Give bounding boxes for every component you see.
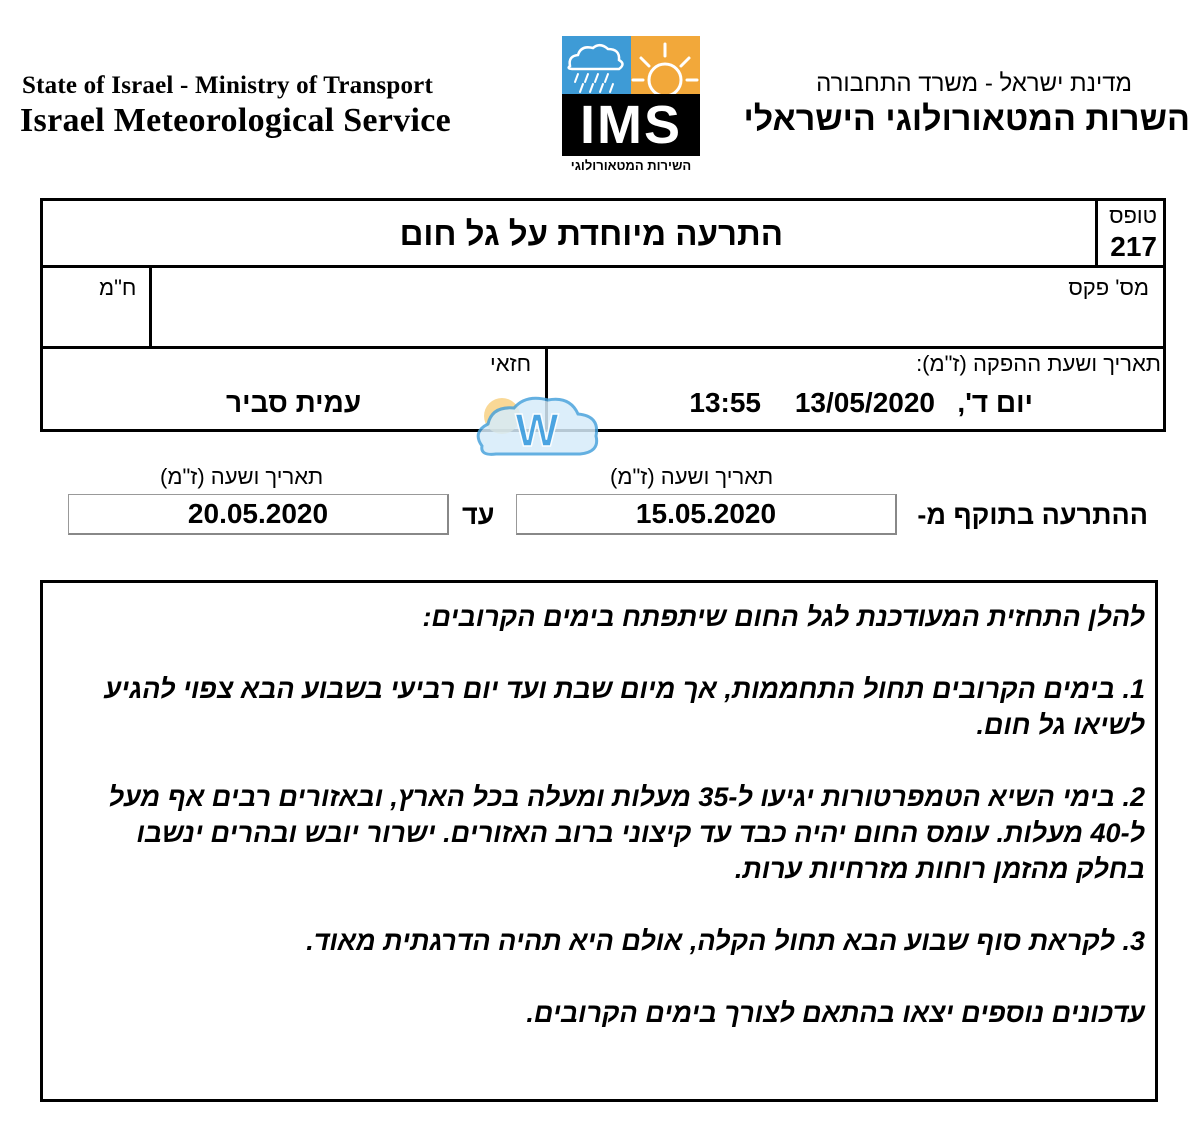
validity-label: ההתרעה בתוקף מ- <box>917 500 1148 530</box>
fax-label: מס' פקס <box>1068 275 1149 300</box>
ministry-line-he: מדינת ישראל - משרד התחבורה <box>816 70 1132 97</box>
forecaster-name: עמית סביר <box>226 387 362 418</box>
sun-icon <box>631 36 700 94</box>
rain-cloud-icon <box>562 36 631 94</box>
form-label: טופס <box>1109 203 1157 228</box>
issue-datetime-label: תאריך ושעת ההפקה (ז"מ): <box>916 351 1161 376</box>
ims-logo <box>562 36 700 176</box>
divider <box>149 265 152 346</box>
forecast-item-2: 2. בימי השיא הטמפרטורות יגיעו ל-35 מעלות ומעלה בכל הארץ, ובאזורים רבים אף מעל ל-40 מעלות. עומס החום יהיה כבד עד קיצוני ברוב האזורים. ישרור יובש ובהרים ינשבו בחלק מהזמן רוחות מזרחיות ערות. <box>108 782 1145 884</box>
issue-day: יום ד', <box>957 387 1033 418</box>
forecaster-label: חזאי <box>490 351 532 376</box>
logo-wordmark: IMS <box>562 94 700 156</box>
weather-w-watermark-icon <box>470 388 604 468</box>
valid-from-field: 15.05.2020 <box>516 494 897 535</box>
forecast-body-box <box>40 580 1158 1102</box>
to-date-hint: תאריך ושעה (ז"מ) <box>160 464 324 489</box>
until-label: עד <box>462 500 495 530</box>
svg-text:W: W <box>515 404 559 456</box>
from-date-hint: תאריך ושעה (ז"מ) <box>610 464 774 489</box>
divider <box>1095 201 1098 265</box>
ministry-line-en: State of Israel - Ministry of Transport <box>22 72 433 99</box>
issue-time: 13:55 <box>689 387 761 418</box>
forecast-text <box>85 599 1145 1067</box>
service-name-en: Israel Meteorological Service <box>20 102 452 139</box>
forecast-item-3: 3. לקראת סוף שבוע הבא תחול הקלה, אולם היא תהיה הדרגתית מאוד. <box>306 926 1145 956</box>
divider <box>43 346 1163 349</box>
valid-to-field: 20.05.2020 <box>68 494 449 535</box>
logo-subtitle: השירות המטאורולוגי <box>570 158 692 173</box>
forecast-item-1: 1. בימים הקרובים תחול התחממות, אך מיום שבת ועד יום רביעי בשבוע הבא צפוי להגיע לשיאו גל חום. <box>104 674 1145 740</box>
issue-date: 13/05/2020 <box>794 387 935 418</box>
forecast-intro: להלן התחזית המעודכנת לגל החום שיתפתח בימים הקרובים: <box>422 602 1145 632</box>
divider <box>43 265 1163 268</box>
forecast-closing: עדכונים נוספים יצאו בהתאם לצורך בימים הקרובים. <box>526 998 1145 1028</box>
service-name-he: השרות המטאורולוגי הישראלי <box>743 100 1190 138</box>
form-number: 217 <box>1110 231 1157 262</box>
hm-label: ח"מ <box>99 275 137 300</box>
form-title: התרעה מיוחדת על גל חום <box>399 215 783 252</box>
